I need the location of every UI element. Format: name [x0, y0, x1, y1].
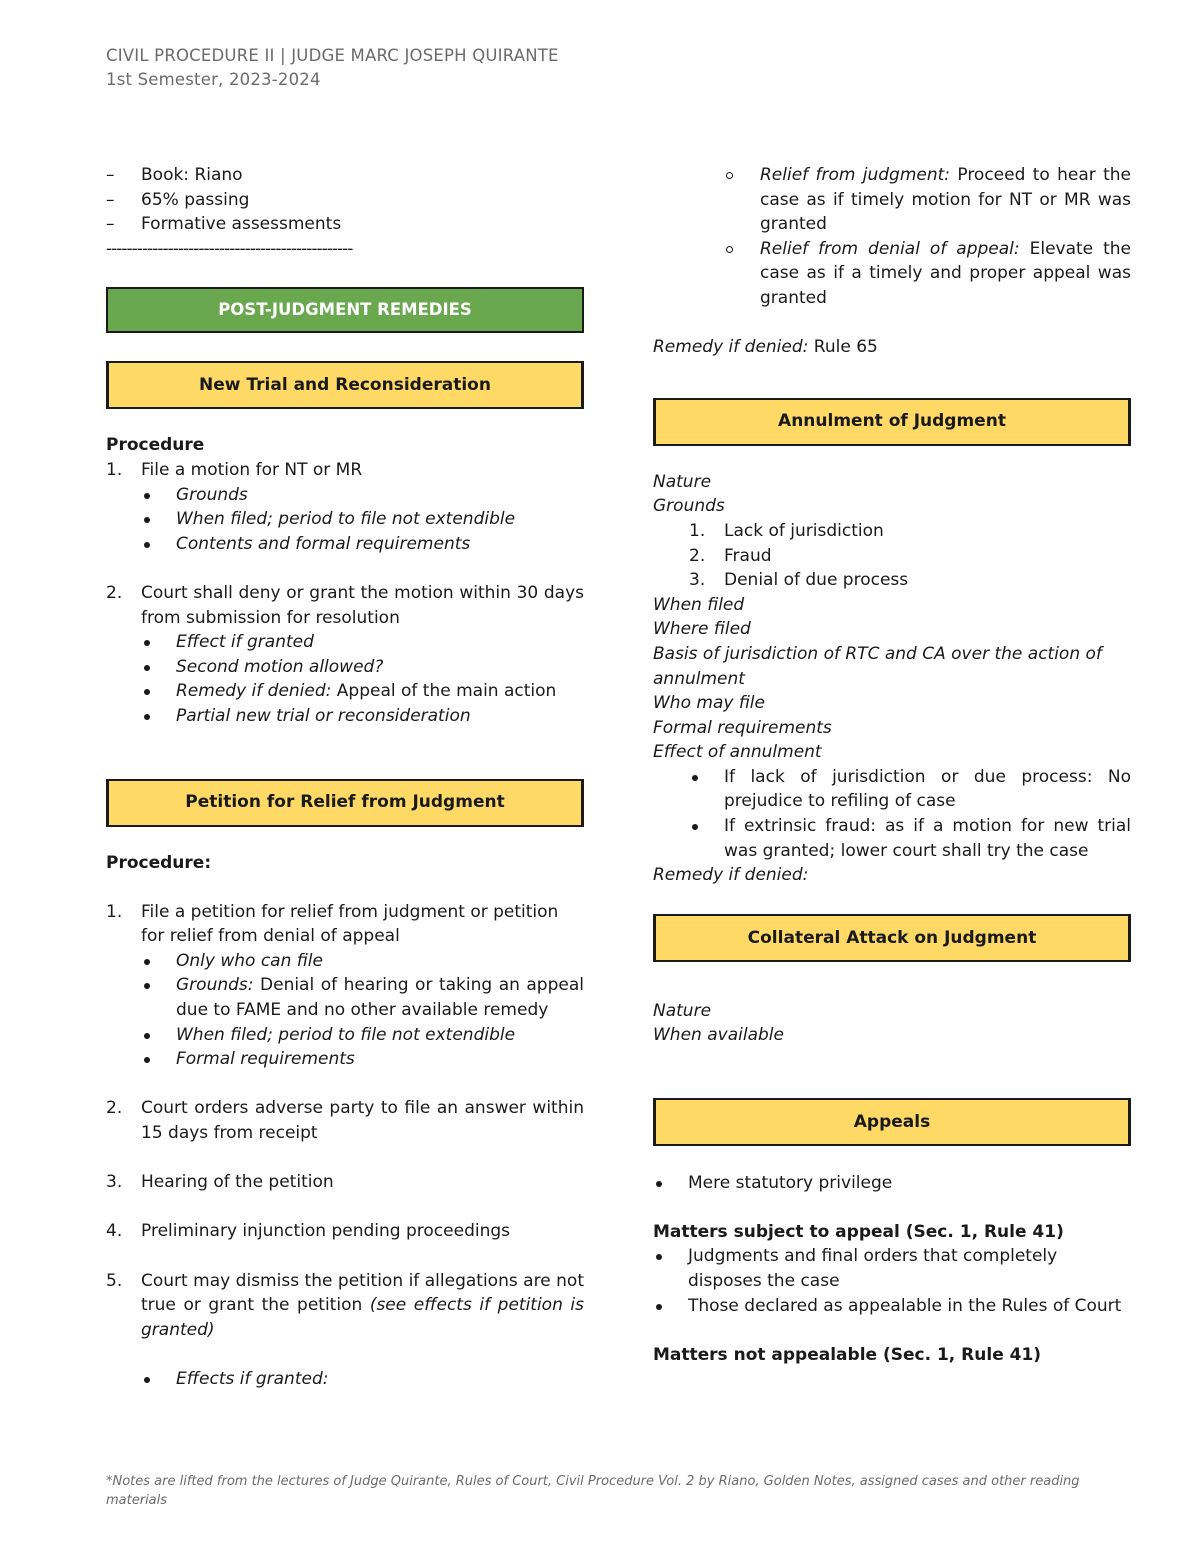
item-number: 3. — [689, 570, 706, 591]
list-item — [106, 1219, 584, 1268]
annulment-grounds: Grounds — [653, 496, 725, 517]
list-item — [106, 1269, 584, 1392]
item-text: Fraud — [724, 545, 772, 566]
step-number: 1. — [106, 459, 123, 480]
new-trial-steps — [106, 458, 584, 729]
collateral-nature: Nature — [653, 1000, 712, 1021]
section-banner-post-judgment — [106, 287, 584, 333]
list-item — [141, 679, 584, 704]
step-text: Court shall deny or grant the motion within 30 days from submission for resolution — [141, 582, 584, 628]
appeals-not-appealable-heading: Matters not appealable (Sec. 1, Rule 41) — [653, 1344, 1042, 1365]
item-text: Denial of due process — [724, 570, 909, 591]
remedy-label: Remedy if denied: — [653, 337, 809, 358]
step-number: 3. — [106, 1172, 123, 1193]
step-text: Preliminary injunction pending proceedings — [141, 1221, 511, 1242]
grounds-label: Grounds: — [176, 975, 254, 996]
effect-label: Relief from denial of appeal: — [760, 238, 1020, 259]
relief-steps — [106, 900, 584, 1392]
appeals-subject-list — [653, 1244, 1131, 1318]
step-text-main: Court may dismiss the petition if allegations are not true or grant the petition — [141, 1270, 584, 1316]
section-header-title: Collateral Attack on Judgment — [747, 927, 1037, 948]
list-item — [141, 973, 584, 1022]
step-text: File a petition for relief from judgment or petition for relief from denial of appeal — [141, 901, 559, 947]
section-header-collateral — [653, 914, 1131, 962]
list-item — [106, 1096, 584, 1170]
section-header-title: Annulment of Judgment — [778, 411, 1006, 432]
annulment-remedy: Remedy if denied: — [653, 865, 809, 886]
remedy-label: Remedy if denied: — [176, 681, 332, 702]
page-header — [106, 44, 559, 92]
list-item: – Book: Riano — [106, 163, 584, 188]
section-banner-title: POST-JUDGMENT REMEDIES — [218, 300, 472, 320]
list-item: When filed; period to file not extendible — [141, 1023, 584, 1048]
list-item: Partial new trial or reconsideration — [141, 704, 584, 729]
list-item: Effect if granted — [141, 630, 584, 655]
section-header-relief — [106, 779, 584, 827]
list-item — [725, 237, 1131, 311]
step-number: 2. — [106, 582, 123, 603]
collateral-when-available: When available — [653, 1025, 784, 1046]
section-header-title: Petition for Relief from Judgment — [185, 792, 505, 813]
procedure-label: Procedure: — [106, 852, 212, 873]
section-header-title: Appeals — [853, 1111, 931, 1132]
list-item — [106, 581, 584, 729]
right-column — [653, 163, 1131, 1367]
dashed-separator: ------------------------------------------------ — [106, 238, 353, 259]
relief-effects-list — [725, 163, 1131, 311]
list-item: Grounds — [141, 483, 584, 508]
step-text: File a motion for NT or MR — [141, 459, 363, 480]
effect-text: Proceed to hear the case as if timely motion for NT or MR was granted — [760, 165, 1131, 235]
annulment-effect: Effect of annulment — [653, 742, 822, 763]
list-item: Mere statutory privilege — [653, 1171, 1131, 1196]
annulment-basis: Basis of jurisdiction of RTC and CA over the action of annulment — [653, 643, 1102, 689]
list-item — [725, 163, 1131, 237]
list-item: Second motion allowed? — [141, 655, 584, 680]
annulment-grounds-list — [689, 519, 1131, 593]
appeals-privilege-list — [653, 1171, 1131, 1196]
annulment-effect-list — [689, 765, 1131, 863]
relief-remedy — [653, 335, 1131, 360]
item-number: 1. — [689, 520, 706, 541]
list-item: If lack of jurisdiction or due process: No prejudice to refiling of case — [689, 765, 1131, 814]
section-header-appeals — [653, 1098, 1131, 1146]
intro-list — [106, 163, 584, 237]
annulment-formal: Formal requirements — [653, 717, 832, 738]
annulment-when-filed: When filed — [653, 594, 745, 615]
list-item — [106, 1170, 584, 1219]
step-number: 4. — [106, 1221, 123, 1242]
list-item — [689, 544, 1131, 569]
annulment-nature: Nature — [653, 471, 712, 492]
list-item: Effects if granted: — [141, 1367, 584, 1392]
list-item: Contents and formal requirements — [141, 532, 584, 557]
step-number: 5. — [106, 1270, 123, 1291]
list-item: When filed; period to file not extendible — [141, 507, 584, 532]
grounds-text: Denial of hearing or taking an appeal due to FAME and no other available remedy — [176, 975, 584, 1021]
step-text — [141, 1269, 584, 1343]
section-header-new-trial — [106, 361, 584, 409]
item-text: Lack of jurisdiction — [724, 520, 884, 541]
item-number: 2. — [689, 545, 706, 566]
step-text: Court orders adverse party to file an answer within 15 days from receipt — [141, 1098, 584, 1144]
list-item: Judgments and final orders that completely disposes the case — [653, 1244, 1131, 1293]
appeals-subject-heading: Matters subject to appeal (Sec. 1, Rule 41) — [653, 1221, 1064, 1242]
annulment-where-filed: Where filed — [653, 619, 751, 640]
step-bullets — [141, 630, 584, 728]
section-header-title: New Trial and Reconsideration — [199, 375, 491, 396]
list-item: Those declared as appealable in the Rules of Court — [653, 1294, 1131, 1319]
list-item: If extrinsic fraud: as if a motion for new trial was granted; lower court shall try the case — [689, 814, 1131, 863]
course-title: CIVIL PROCEDURE II | JUDGE MARC JOSEPH QUIRANTE — [106, 46, 559, 65]
step-bullets — [141, 1367, 584, 1392]
step-bullets — [141, 483, 584, 557]
list-item — [106, 900, 584, 1097]
step-number: 1. — [106, 901, 123, 922]
step-bullets — [141, 949, 584, 1072]
list-item: Formal requirements — [141, 1047, 584, 1072]
left-column — [106, 163, 584, 1392]
list-item — [689, 568, 1131, 593]
list-item: – 65% passing — [106, 188, 584, 213]
procedure-label: Procedure — [106, 435, 205, 456]
list-item — [689, 519, 1131, 544]
list-item: Only who can file — [141, 949, 584, 974]
effect-text: Elevate the case as if a timely and proper appeal was granted — [760, 238, 1132, 308]
list-item: – Formative assessments — [106, 212, 584, 237]
remedy-text: Appeal of the main action — [331, 681, 557, 702]
list-item — [106, 458, 584, 581]
step-text: Hearing of the petition — [141, 1172, 334, 1193]
effect-label: Relief from judgment: — [760, 165, 951, 185]
step-note: (see effects if petition is granted) — [141, 1295, 584, 1340]
step-number: 2. — [106, 1098, 123, 1119]
semester-label: 1st Semester, 2023-2024 — [106, 70, 321, 89]
footnote: *Notes are lifted from the lectures of Judge Quirante, Rules of Court, Civil Procedure Vol. 2 by Riano, Golden Notes, assigned cases and other reading materials — [106, 1474, 1080, 1508]
remedy-text: Rule 65 — [808, 337, 878, 358]
section-header-annulment — [653, 398, 1131, 446]
annulment-who-may-file: Who may file — [653, 693, 765, 714]
